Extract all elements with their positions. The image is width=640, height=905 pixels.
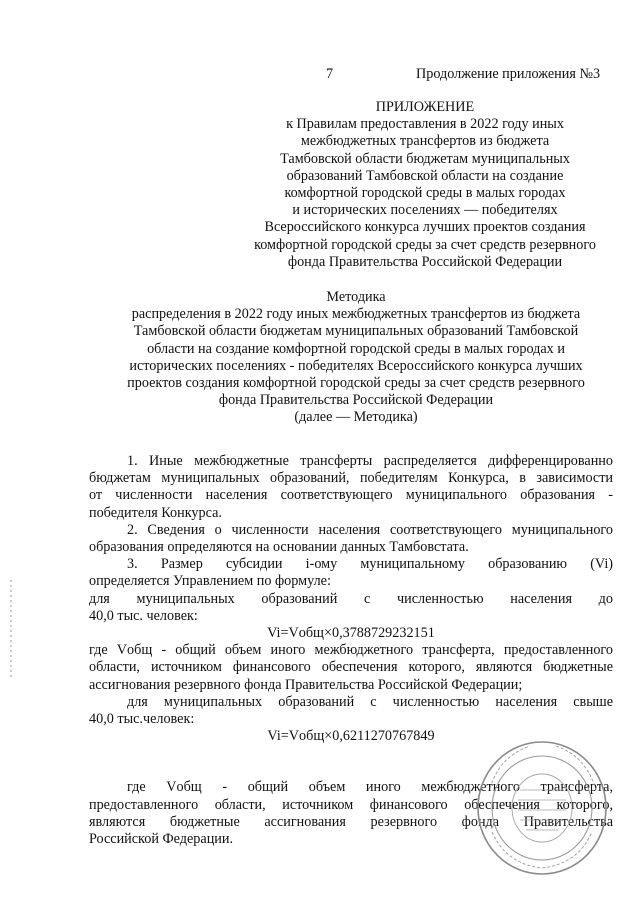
definition-1: [89, 642, 613, 694]
appendix-line: к Правилам предоставления в 2022 году иных: [286, 116, 564, 133]
text-line: для муниципальных образований с численностью населения свыше: [127, 693, 613, 710]
text-line: образования определяются на основании данных Тамбовстата.: [89, 539, 469, 556]
text-line: являются бюджетные ассигнования резервного фонда Правительства: [89, 813, 613, 830]
method-line: Тамбовской области бюджетам муниципальных образований Тамбовской: [133, 323, 579, 340]
formula-1: Vi=Vобщ×0,3788729232151: [267, 625, 435, 642]
text-line: 2. Сведения о численности населения соответствующего муниципального: [127, 521, 613, 538]
page-number: 7: [326, 66, 334, 82]
official-seal-stamp: [470, 728, 610, 878]
text-line: где Vобщ - общий объем иного межбюджетного трансферта,: [127, 779, 613, 796]
paragraph-3: [89, 556, 613, 590]
method-line: распределения в 2022 году иных межбюджетных трансфертов из бюджета: [131, 306, 581, 323]
appendix-line: Всероссийского конкурса лучших проектов создания: [264, 219, 586, 236]
method-title: Методика: [326, 289, 386, 305]
appendix-line: Тамбовской области бюджетам муниципальных: [280, 150, 570, 167]
text-line: ассигнования резервного фонда Правительства Российской Федерации;: [89, 676, 523, 693]
appendix-title: ПРИЛОЖЕНИЕ: [375, 99, 475, 115]
text-line: определяется Управлением по формуле:: [89, 573, 331, 590]
text-line: от численности населения соответствующего муниципального образования -: [89, 487, 613, 504]
text-line: 3. Размер субсидии i-ому муниципальному образованию (Vi): [127, 556, 613, 573]
appendix-line: образований Тамбовской области на создание: [286, 167, 564, 184]
text-line: Российской Федерации.: [89, 831, 234, 848]
appendix-line: комфортной городской среды за счет средств резервного: [254, 236, 596, 253]
paragraph-2: [89, 522, 613, 556]
text-line: 1. Иные межбюджетные трансферты распределяется дифференцированно: [127, 453, 613, 469]
text-line: бюджетам муниципальных образований, победителям Конкурса, в зависимости: [89, 470, 613, 487]
appendix-line: и исторических поселениях — победителях: [292, 202, 558, 219]
method-line: (далее — Методика): [294, 409, 418, 426]
method-line: фонда Правительства Российской Федерации: [218, 392, 494, 409]
appendix-line: межбюджетных трансфертов из бюджета: [300, 133, 550, 150]
text-line: предоставленного области, источником финансового обеспечения которого,: [89, 796, 613, 813]
condition-2: [89, 694, 613, 728]
text-line: победителя Конкурса.: [89, 504, 222, 521]
continuation-label: Продолжение приложения №3: [416, 66, 601, 82]
method-line: проектов создания комфортной городской среды за счет средств резервного: [127, 375, 585, 392]
appendix-line: комфортной городской среды в малых городах: [284, 185, 566, 202]
method-line: исторических поселениях - победителях Всероссийского конкурса лучших: [129, 357, 583, 374]
method-line: области на создание комфортной городской среды в малых городах и: [147, 340, 565, 357]
text-line: 40,0 тыс.человек:: [89, 711, 195, 728]
paragraph-1: [89, 453, 613, 522]
text-line: для муниципальных образований с численностью населения до: [89, 590, 613, 607]
text-line: 40,0 тыс. человек:: [89, 607, 198, 624]
scan-margin-mark: [8, 580, 14, 680]
appendix-header: [240, 99, 610, 271]
text-line: где Vобщ - общий объем иного межбюджетного трансферта, предоставленного: [89, 642, 613, 659]
text-line: области, источником финансового обеспечения которого, являются бюджетные: [89, 659, 613, 676]
condition-1: [89, 591, 613, 625]
appendix-line: фонда Правительства Российской Федерации: [287, 253, 563, 270]
method-heading: [96, 289, 616, 427]
formula-2: Vi=Vобщ×0,6211270767849: [267, 728, 435, 745]
